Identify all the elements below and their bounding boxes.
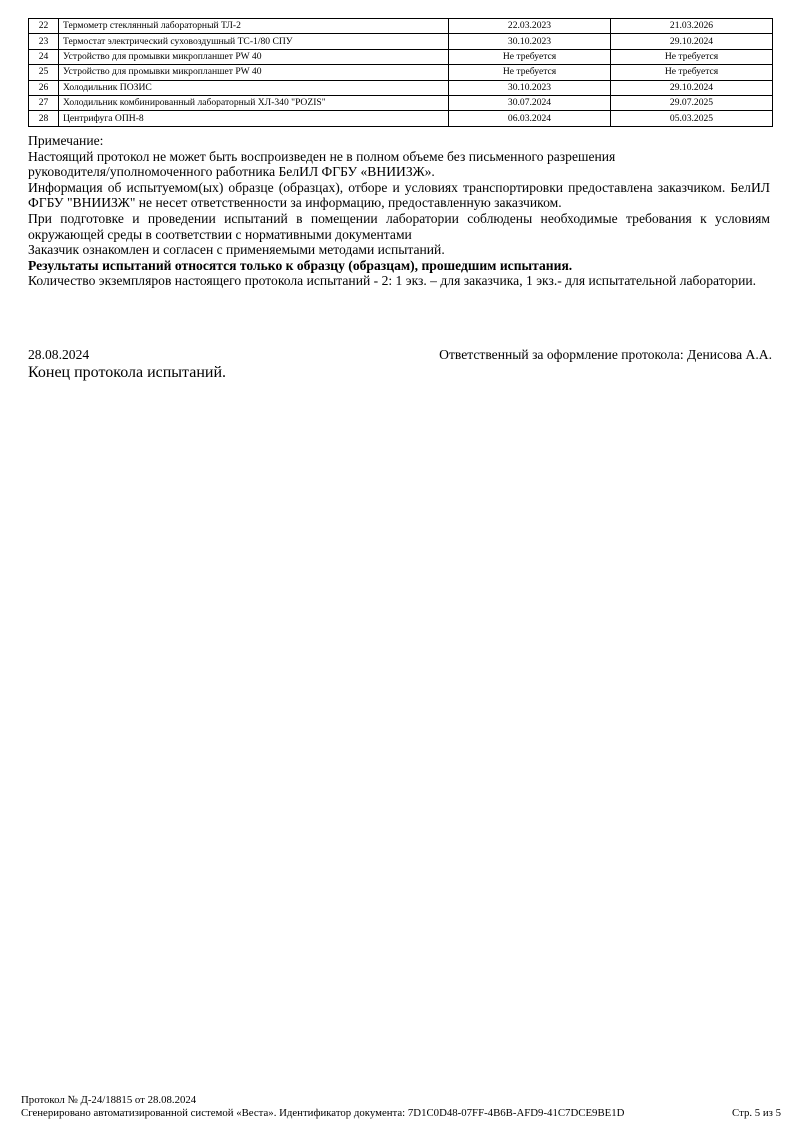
table-row <box>29 65 773 80</box>
equipment-name: Холодильник комбинированный лабораторный ХЛ-340 "POZIS" <box>59 95 449 110</box>
notes-heading: Примечание: <box>28 133 104 148</box>
results-note: Результаты испытаний относятся только к образцу (образцам), прошедшим испытания. <box>28 257 573 273</box>
next-check-date: 29.10.2024 <box>611 34 773 49</box>
table-row <box>29 95 773 110</box>
check-date: 30.10.2023 <box>449 34 611 49</box>
reproduction-note-line1: Настоящий протокол не может быть воспроизведен не в полном объеме без письменного разрешения <box>28 148 616 164</box>
sample-info-note: Информация об испытуемом(ых) образце (образцах), отборе и условиях транспортировки предоставлена заказчиком. БелИЛ ФГБУ "ВНИИЗЖ" не несет ответственности за информацию, предоставленную заказчиком. <box>28 179 770 211</box>
next-check-date: 29.07.2025 <box>611 95 773 110</box>
equipment-name: Центрифуга ОПН-8 <box>59 111 449 126</box>
table-row <box>29 49 773 64</box>
equipment-name: Устройство для промывки микропланшет PW 40 <box>59 65 449 80</box>
notes-section <box>28 133 770 289</box>
row-number: 23 <box>29 34 59 49</box>
equipment-name: Термостат электрический суховоздушный ТС-1/80 СПУ <box>59 34 449 49</box>
check-date: 22.03.2023 <box>449 19 611 34</box>
reproduction-note-line2: руководителя/уполномоченного работника БелИЛ ФГБУ «ВНИИЗЖ». <box>28 164 435 180</box>
equipment-name: Термометр стеклянный лабораторный ТЛ-2 <box>59 19 449 34</box>
row-number: 26 <box>29 80 59 95</box>
check-date: Не требуется <box>449 65 611 80</box>
environment-note: При подготовке и проведении испытаний в помещении лаборатории соблюдены необходимые требования к условиям окружающей среды в соответствии с нормативными документами <box>28 210 770 242</box>
methods-note: Заказчик ознакомлен и согласен с применяемыми методами испытаний. <box>28 242 445 258</box>
check-date: 30.10.2023 <box>449 80 611 95</box>
next-check-date: Не требуется <box>611 65 773 80</box>
next-check-date: Не требуется <box>611 49 773 64</box>
check-date: 06.03.2024 <box>449 111 611 126</box>
equipment-table <box>28 18 773 127</box>
table-row <box>29 34 773 49</box>
equipment-name: Холодильник ПОЗИС <box>59 80 449 95</box>
equipment-name: Устройство для промывки микропланшет PW 40 <box>59 49 449 64</box>
row-number: 22 <box>29 19 59 34</box>
table-row <box>29 80 773 95</box>
footer-generated-info: Сгенерировано автоматизированной системой «Веста». Идентификатор документа: 7D1C0D48-07FF-4B6B-AFD9-41C7DCE9BE1D <box>21 1107 625 1119</box>
next-check-date: 05.03.2025 <box>611 111 773 126</box>
end-of-protocol: Конец протокола испытаний. <box>28 364 227 381</box>
footer-protocol-number: Протокол № Д-24/18815 от 28.08.2024 <box>21 1094 197 1106</box>
check-date: Не требуется <box>449 49 611 64</box>
table-row <box>29 19 773 34</box>
row-number: 27 <box>29 95 59 110</box>
footer-page-number: Стр. 5 из 5 <box>732 1107 781 1119</box>
next-check-date: 21.03.2026 <box>611 19 773 34</box>
next-check-date: 29.10.2024 <box>611 80 773 95</box>
row-number: 28 <box>29 111 59 126</box>
table-row <box>29 111 773 126</box>
responsible-person: Ответственный за оформление протокола: Денисова А.А. <box>439 347 772 362</box>
row-number: 24 <box>29 49 59 64</box>
check-date: 30.07.2024 <box>449 95 611 110</box>
row-number: 25 <box>29 65 59 80</box>
protocol-date: 28.08.2024 <box>28 347 90 362</box>
copies-note: Количество экземпляров настоящего протокола испытаний - 2: 1 экз. – для заказчика, 1 экз.- для испытательной лаборатории. <box>28 273 757 289</box>
